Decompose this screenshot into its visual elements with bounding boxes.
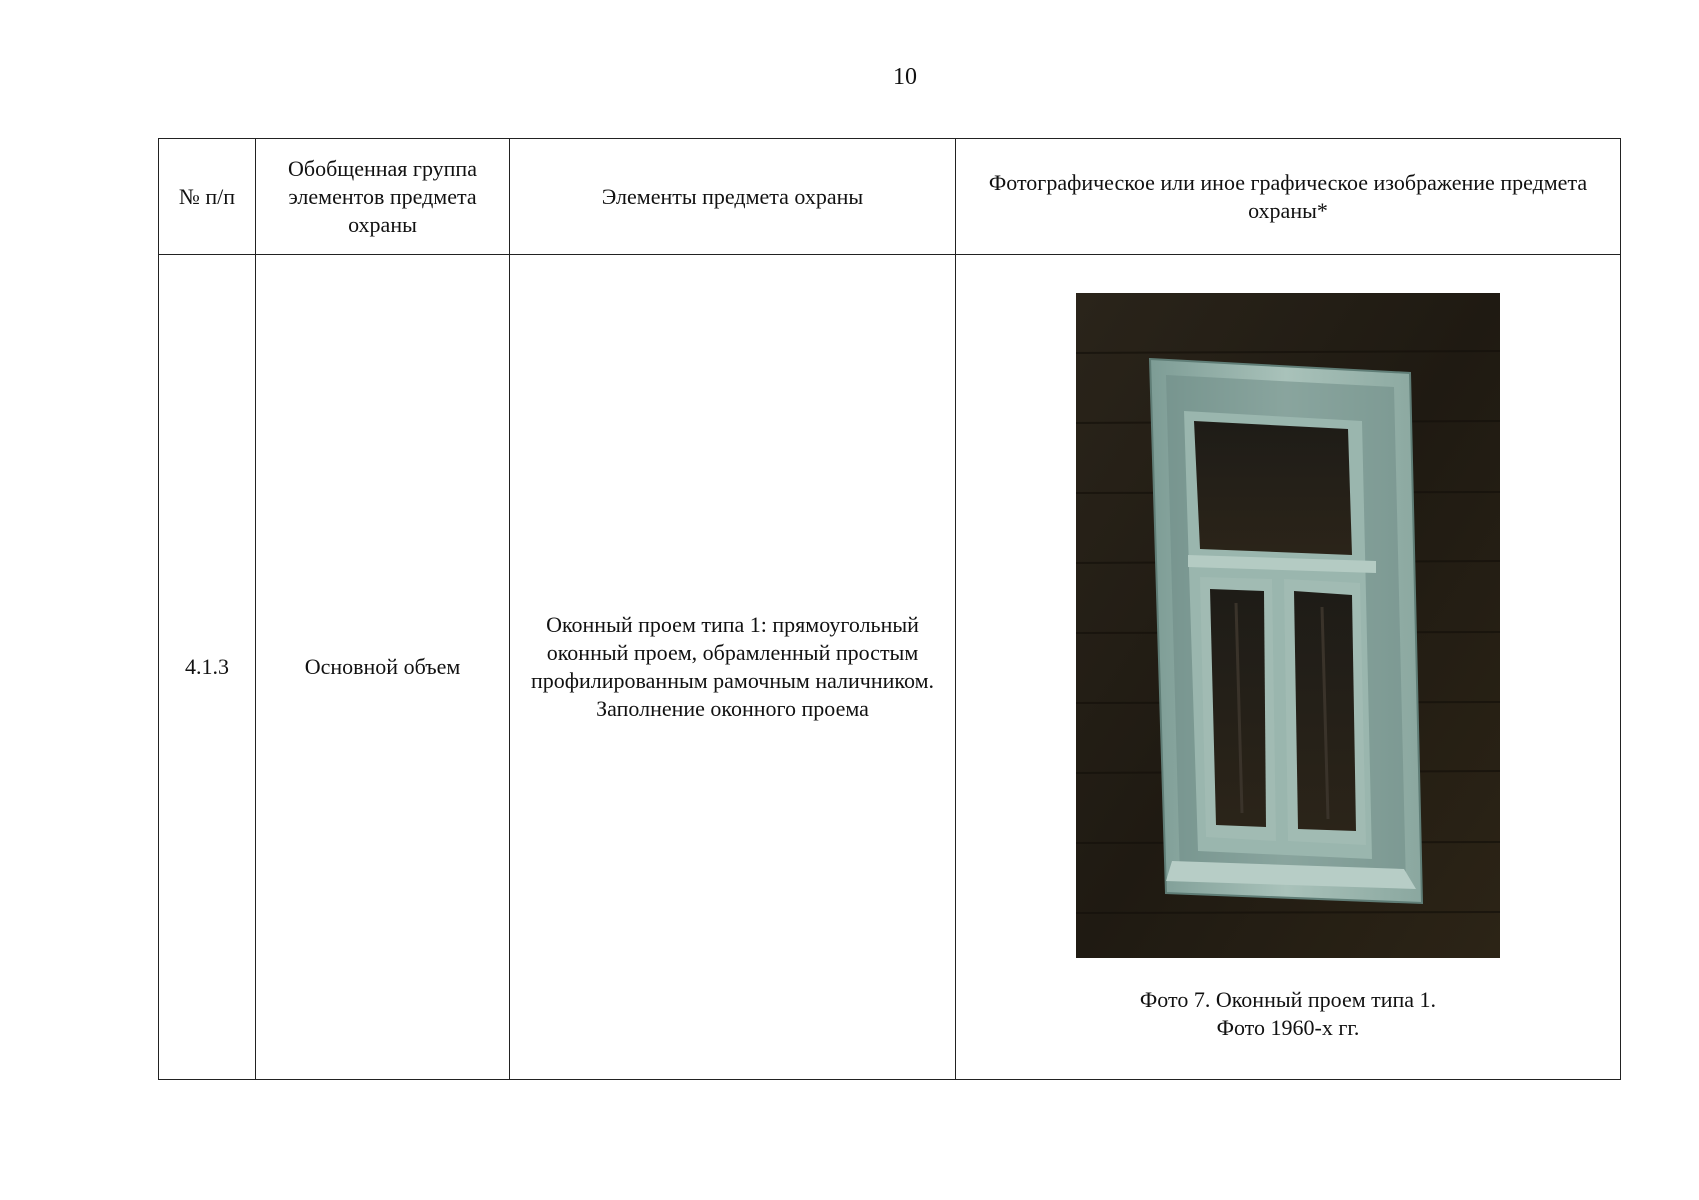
- cell-group: Основной объем: [256, 255, 510, 1080]
- table-row: [159, 255, 1621, 1080]
- header-image: Фотографическое или иное графическое изображение предмета охраны*: [956, 139, 1621, 255]
- elements-filling: Заполнение оконного проема: [596, 696, 869, 721]
- cell-image: [956, 255, 1621, 1080]
- photo-block: [968, 293, 1608, 1042]
- elements-description: Оконный проем типа 1: прямоугольный оконный проем, обрамленный простым профилированным рамочным наличником.: [531, 612, 934, 693]
- header-group: Обобщенная группа элементов предмета охраны: [256, 139, 510, 255]
- protection-table: [158, 138, 1621, 1080]
- caption-line-1: Фото 7. Оконный проем типа 1.: [1139, 986, 1437, 1012]
- caption-line-2: Фото 1960-х гг.: [1216, 1014, 1360, 1040]
- photo-caption: [1140, 986, 1436, 1042]
- header-elements: Элементы предмета охраны: [510, 139, 956, 255]
- table-header-row: [159, 139, 1621, 255]
- window-photo: [1076, 293, 1500, 958]
- cell-number: 4.1.3: [159, 255, 256, 1080]
- cell-elements: [510, 255, 956, 1080]
- page-number: 10: [893, 64, 917, 90]
- header-number: № п/п: [159, 139, 256, 255]
